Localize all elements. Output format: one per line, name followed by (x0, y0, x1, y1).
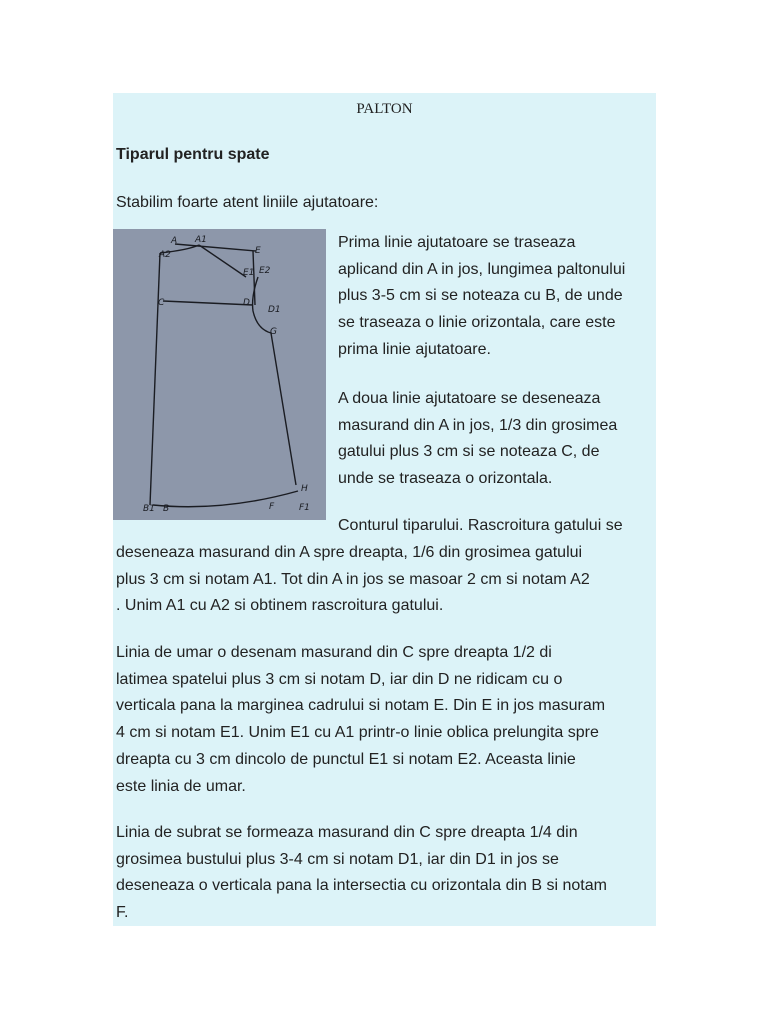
label-f: F (269, 502, 275, 512)
label-b1: B1 (143, 504, 155, 514)
label-a: A (171, 236, 178, 246)
label-a2: A2 (159, 250, 171, 260)
text-line: plus 3 cm si notam A1. Tot din A in jos se masoar 2 cm si notam A2 (116, 570, 590, 588)
paragraph-second-line (338, 386, 656, 493)
label-c: C (158, 298, 165, 308)
text-line: Prima linie ajutatoare se traseaza (338, 234, 576, 251)
label-f1: F1 (299, 503, 310, 513)
paragraph-contour (116, 540, 656, 620)
text-line: este linia de umar. (116, 777, 246, 795)
pattern-photo (113, 229, 326, 520)
text-line: unde se traseaza o orizontala. (338, 470, 553, 488)
text-line: aplicand din A in jos, lungimea paltonului (338, 260, 626, 278)
document-page (113, 93, 656, 926)
intro-paragraph: Stabilim foarte atent liniile ajutatoare: (116, 194, 379, 211)
text-line: masurand din A in jos, 1/3 din grosimea (338, 416, 618, 434)
text-line: deseneaza masurand din A spre dreapta, 1/6 din grosimea gatului (116, 544, 583, 561)
paragraph-contour-start (338, 513, 656, 540)
label-e2: E2 (259, 266, 271, 276)
text-line: deseneaza o verticala pana la intersectia cu orizontala din B si notam (116, 877, 607, 895)
paragraph-first-line (338, 230, 656, 364)
label-e1: E1 (243, 268, 255, 278)
paragraph-shoulder (116, 640, 656, 800)
text-line: gatului plus 3 cm si se noteaza C, de (338, 443, 600, 461)
text-line: dreapta cu 3 cm dincolo de punctul E1 si notam E2. Aceasta linie (116, 750, 576, 768)
text-line: plus 3-5 cm si se noteaza cu B, de unde (338, 287, 623, 305)
text-line: 4 cm si notam E1. Unim E1 cu A1 printr-o linie oblica prelungita spre (116, 724, 599, 742)
text-line: F. (116, 904, 129, 922)
label-g: G (270, 327, 277, 337)
section-heading: Tiparul pentru spate (116, 146, 270, 163)
label-h: H (301, 484, 308, 494)
label-a1: A1 (195, 235, 207, 245)
label-d: D (243, 298, 250, 308)
text-line: se traseaza o linie orizontala, care este (338, 314, 616, 332)
text-line: latimea spatelui plus 3 cm si notam D, iar din D ne ridicam cu o (116, 670, 563, 688)
text-line: prima linie ajutatoare. (338, 340, 491, 358)
paragraph-armhole (116, 820, 656, 927)
text-line: A doua linie ajutatoare se deseneaza (338, 390, 601, 407)
label-d1: D1 (268, 305, 281, 315)
text-line: grosimea bustului plus 3-4 cm si notam D1, iar din D1 in jos se (116, 850, 559, 868)
text-line: verticala pana la marginea cadrului si notam E. Din E in jos masuram (116, 697, 606, 715)
label-b: B (163, 504, 170, 514)
text-line: Conturul tiparului. Rascroitura gatului se (338, 517, 623, 534)
label-e: E (255, 246, 261, 256)
page-title: PALTON (356, 101, 413, 117)
text-line: . Unim A1 cu A2 si obtinem rascroitura gatului. (116, 597, 444, 615)
text-line: Linia de subrat se formeaza masurand din C spre dreapta 1/4 din (116, 824, 578, 841)
text-line: Linia de umar o desenam masurand din C spre dreapta 1/2 di (116, 644, 552, 661)
